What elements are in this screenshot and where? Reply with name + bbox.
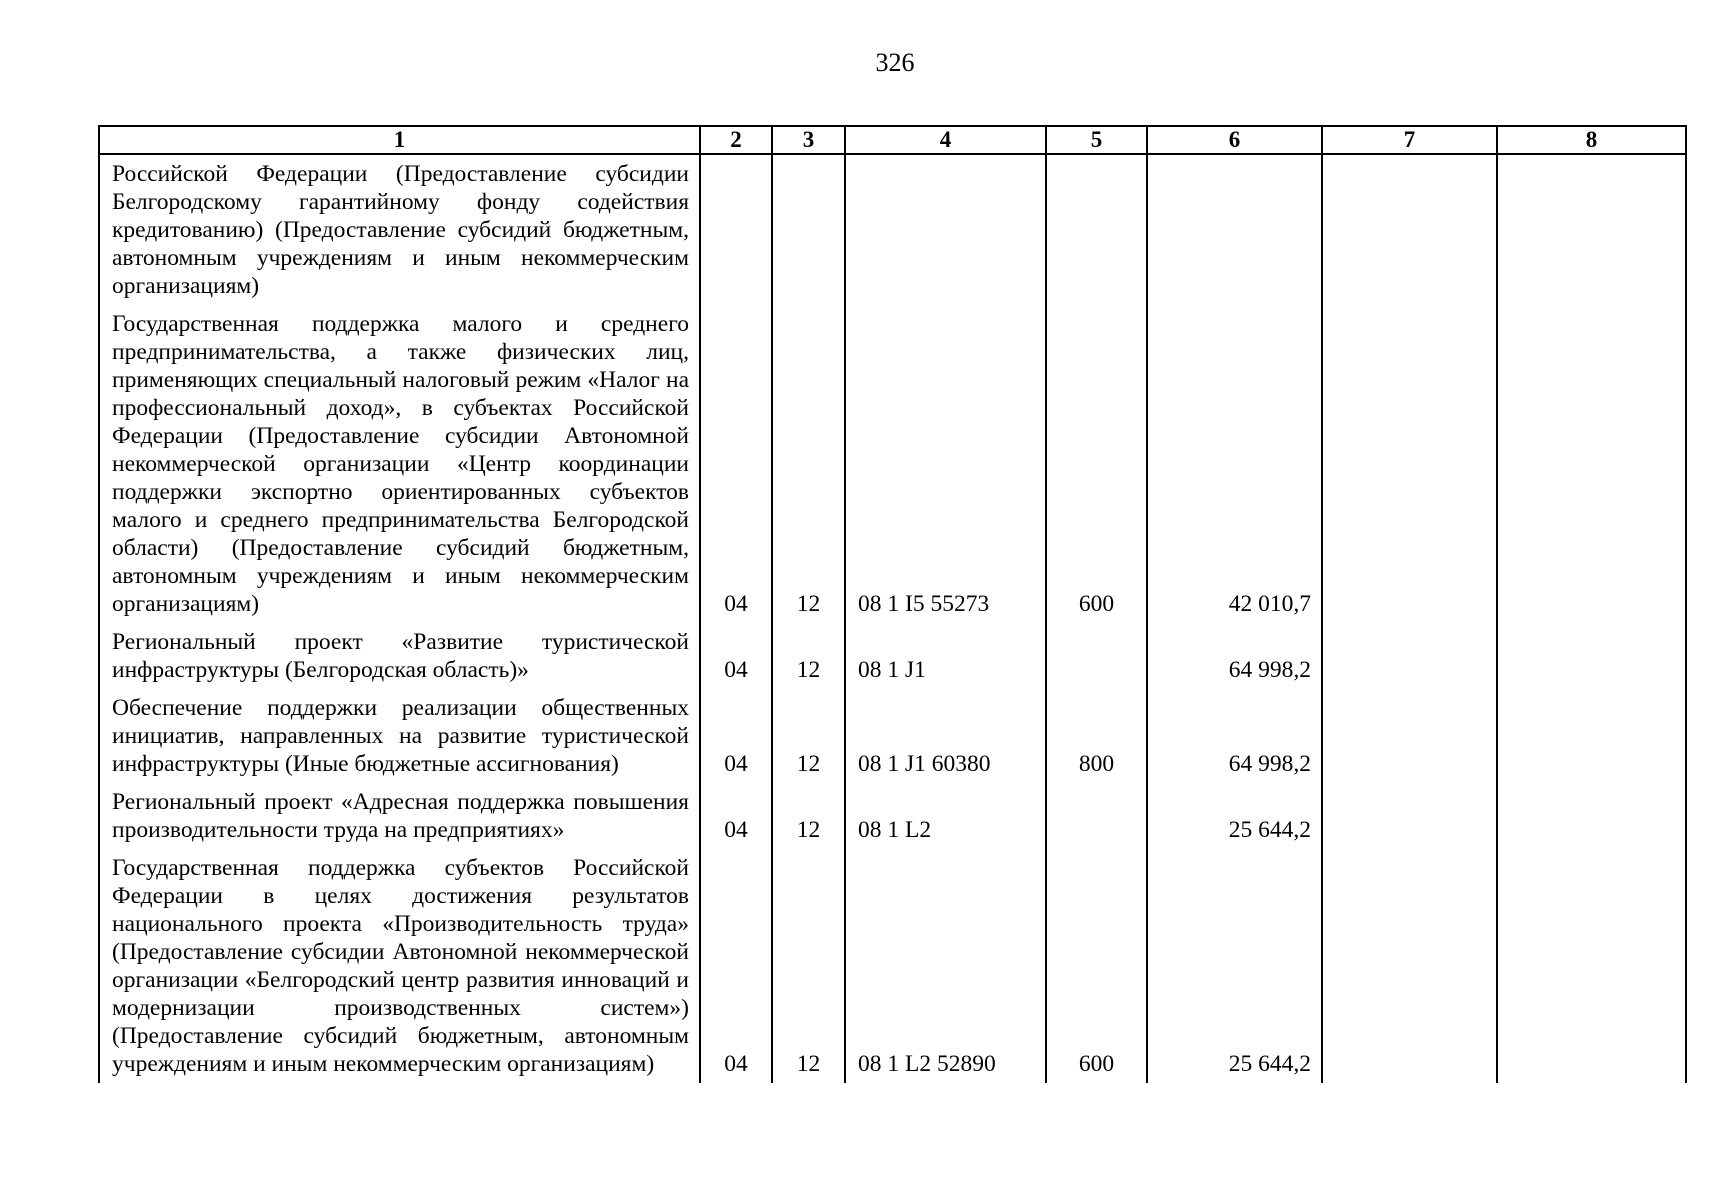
expense-type-cell [1046, 783, 1147, 849]
column-8-cell [1497, 689, 1686, 783]
subsection-cell: 12 [772, 305, 845, 623]
target-code-cell: 08 1 I5 55273 [845, 305, 1046, 623]
column-8-cell [1497, 154, 1686, 305]
expense-type-cell [1046, 154, 1147, 305]
subsection-cell: 12 [772, 689, 845, 783]
column-7-cell [1322, 305, 1497, 623]
section-cell: 04 [700, 305, 772, 623]
column-7-cell [1322, 783, 1497, 849]
amount-cell: 25 644,2 [1147, 783, 1322, 849]
subsection-cell: 12 [772, 623, 845, 689]
column-header-5: 5 [1046, 126, 1147, 154]
section-cell: 04 [700, 689, 772, 783]
section-cell [700, 154, 772, 305]
column-7-cell [1322, 154, 1497, 305]
target-code-cell: 08 1 J1 [845, 623, 1046, 689]
column-8-cell [1497, 623, 1686, 689]
page-number: 326 [875, 48, 915, 77]
target-code-cell [845, 154, 1046, 305]
column-8-cell [1497, 305, 1686, 623]
column-header-2: 2 [700, 126, 772, 154]
column-8-cell [1497, 849, 1686, 1083]
column-7-cell [1322, 689, 1497, 783]
section-cell: 04 [700, 783, 772, 849]
row-name-cell: Государственная поддержка малого и среднего предпринимательства, а также физических лиц, применяющих специальный налоговый режим «Налог на профессиональный доход», в субъектах Российской Федерации (Предоставление субсидии Автономной некоммерческой организации «Центр координации поддержки экспортно ориентированных субъектов малого и среднего предпринимательства Белгородской области) (Предоставление субсидий бюджетным, автономным учреждениям и иным некоммерческим организациям) [99, 305, 700, 623]
expense-type-cell: 600 [1046, 305, 1147, 623]
row-name-cell: Региональный проект «Адресная поддержка повышения производительности труда на предприятиях» [99, 783, 700, 849]
section-cell: 04 [700, 623, 772, 689]
amount-cell [1147, 154, 1322, 305]
expense-type-cell [1046, 623, 1147, 689]
column-header-8: 8 [1497, 126, 1686, 154]
table-row [99, 305, 1686, 623]
column-7-cell [1322, 623, 1497, 689]
section-cell: 04 [700, 849, 772, 1083]
column-header-3: 3 [772, 126, 845, 154]
amount-cell: 25 644,2 [1147, 849, 1322, 1083]
budget-table [98, 125, 1687, 1083]
column-header-4: 4 [845, 126, 1046, 154]
table-row [99, 154, 1686, 305]
row-name-cell: Обеспечение поддержки реализации общественных инициатив, направленных на развитие туристической инфраструктуры (Иные бюджетные ассигнования) [99, 689, 700, 783]
table-header-row [99, 126, 1686, 154]
target-code-cell: 08 1 L2 [845, 783, 1046, 849]
table-row [99, 849, 1686, 1083]
table-row [99, 689, 1686, 783]
row-name-cell: Государственная поддержка субъектов Российской Федерации в целях достижения результатов национального проекта «Производительность труда» (Предоставление субсидии Автономной некоммерческой организации «Белгородский центр развития инноваций и модернизации производственных систем») (Предоставление субсидий бюджетным, автономным учреждениям и иным некоммерческим организациям) [99, 849, 700, 1083]
expense-type-cell: 600 [1046, 849, 1147, 1083]
subsection-cell: 12 [772, 849, 845, 1083]
expense-type-cell: 800 [1046, 689, 1147, 783]
column-7-cell [1322, 849, 1497, 1083]
column-8-cell [1497, 783, 1686, 849]
row-name-cell: Российской Федерации (Предоставление субсидии Белгородскому гарантийному фонду содействия кредитованию) (Предоставление субсидий бюджетным, автономным учреждениям и иным некоммерческим организациям) [99, 154, 700, 305]
amount-cell: 64 998,2 [1147, 689, 1322, 783]
amount-cell: 64 998,2 [1147, 623, 1322, 689]
target-code-cell: 08 1 J1 60380 [845, 689, 1046, 783]
target-code-cell: 08 1 L2 52890 [845, 849, 1046, 1083]
table-row [99, 623, 1686, 689]
table-row [99, 783, 1686, 849]
subsection-cell [772, 154, 845, 305]
column-header-6: 6 [1147, 126, 1322, 154]
column-header-7: 7 [1322, 126, 1497, 154]
amount-cell: 42 010,7 [1147, 305, 1322, 623]
subsection-cell: 12 [772, 783, 845, 849]
column-header-1: 1 [99, 126, 700, 154]
row-name-cell: Региональный проект «Развитие туристической инфраструктуры (Белгородская область)» [99, 623, 700, 689]
